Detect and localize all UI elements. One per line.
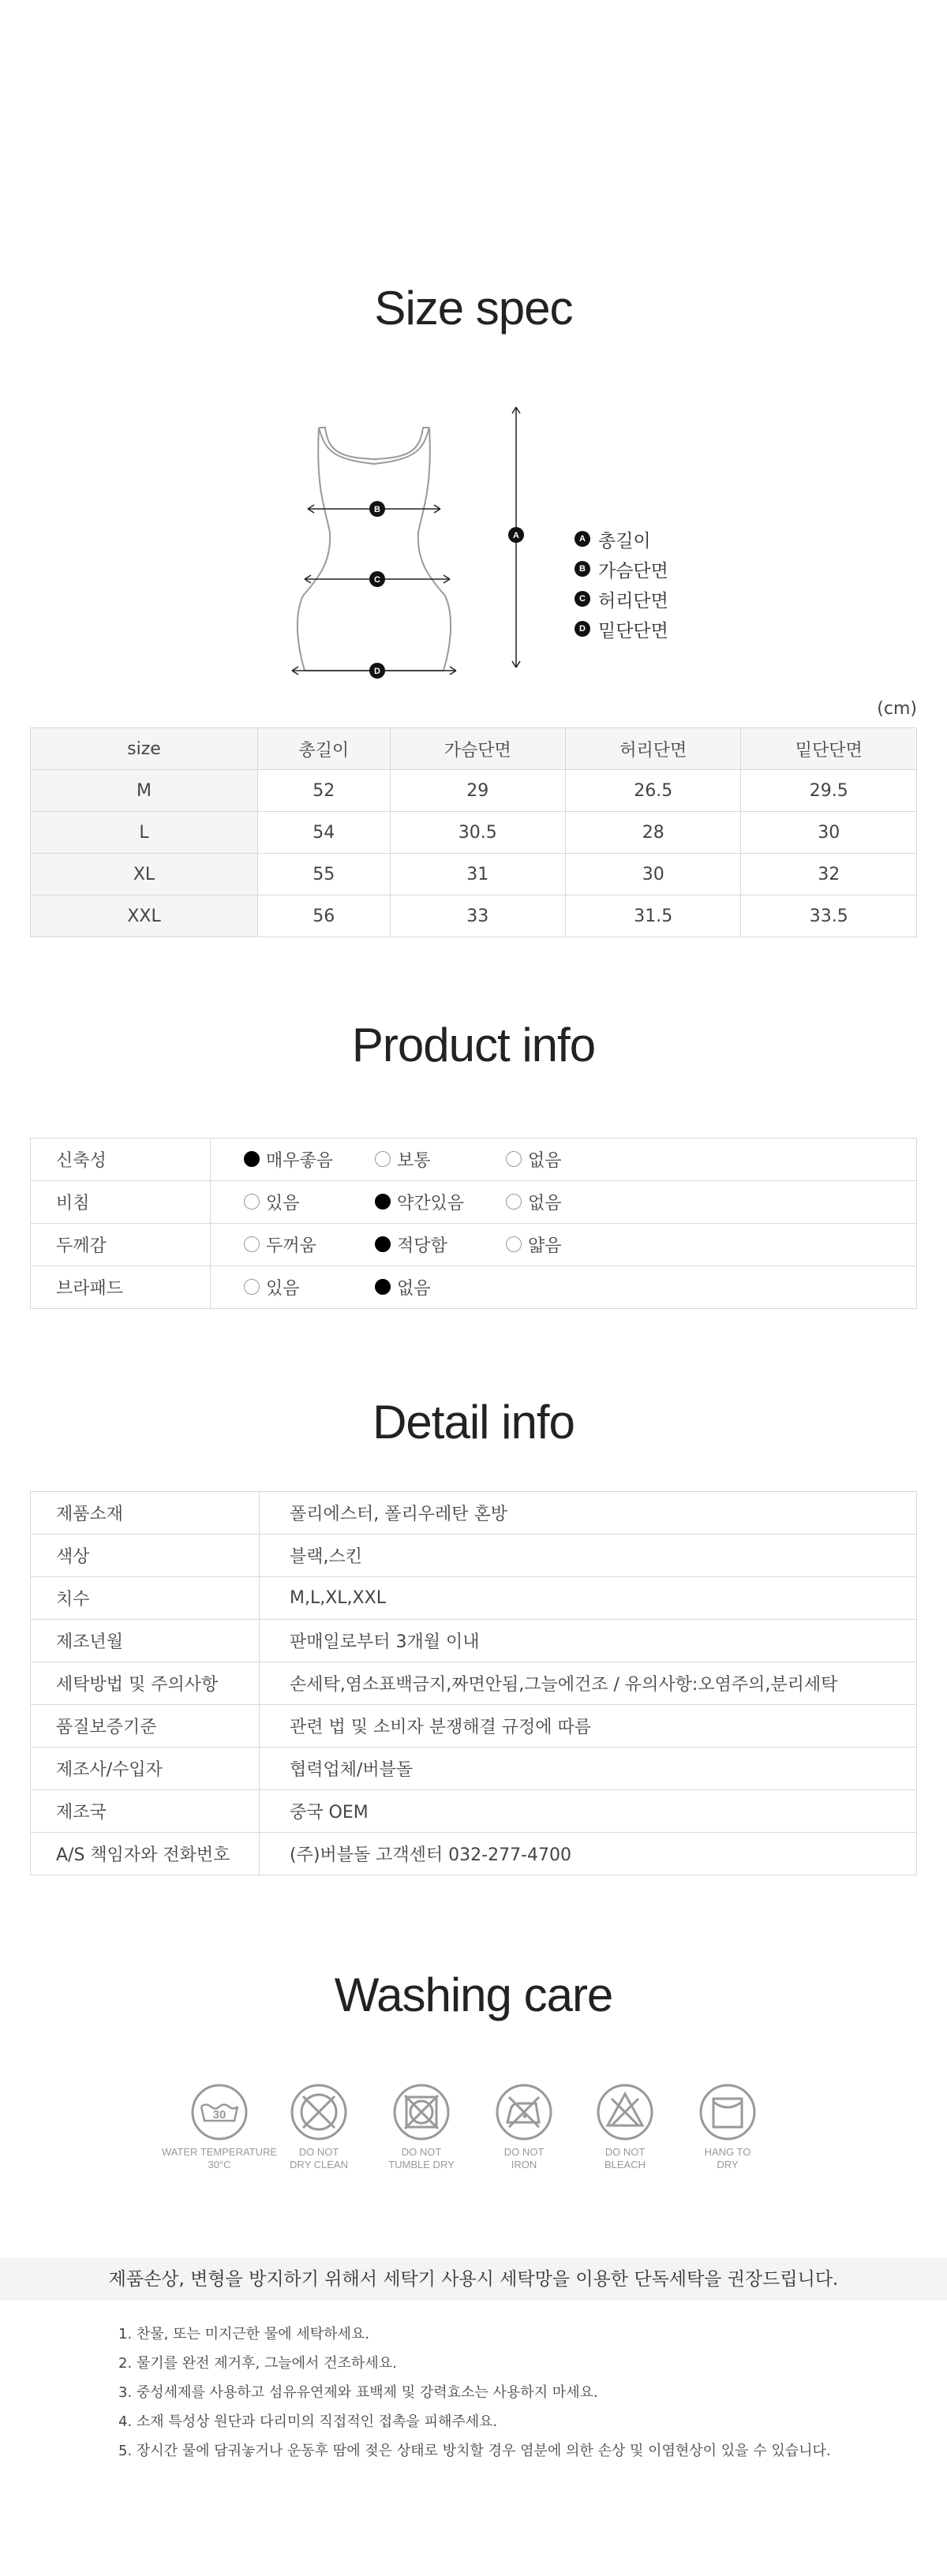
list-item: 1. 찬물, 또는 미지근한 물에 세탁하세요. <box>118 2326 370 2342</box>
table-header-cell: size <box>31 728 258 770</box>
radio-empty-icon <box>506 1236 522 1252</box>
water-temperature-icon <box>190 2083 249 2141</box>
legend-label: 허리단면 <box>598 590 668 611</box>
detail-label: 품질보증기준 <box>31 1705 260 1748</box>
radio-empty-icon <box>244 1194 260 1209</box>
size-cell: XXL <box>31 895 258 937</box>
table-cell: 30.5 <box>390 812 565 854</box>
care-caption-line: DRY CLEAN <box>290 2159 348 2170</box>
radio-option: 얇음 <box>506 1232 637 1257</box>
care-caption-line: DO NOT <box>503 2146 545 2158</box>
radio-filled-icon <box>375 1236 391 1252</box>
no-iron-icon <box>495 2083 553 2141</box>
info-label: 브라패드 <box>31 1266 211 1309</box>
detail-value: 중국 OEM <box>260 1790 917 1833</box>
size-cell: M <box>31 770 258 812</box>
marker-d: D <box>374 667 380 676</box>
table-cell: 26.5 <box>566 770 741 812</box>
table-cell: 54 <box>258 812 391 854</box>
radio-empty-icon <box>244 1279 260 1295</box>
table-cell: 31.5 <box>566 895 741 937</box>
table-header-cell: 밑단단면 <box>741 728 917 770</box>
no-dry-clean-icon <box>290 2083 348 2141</box>
table-header-cell: 총길이 <box>258 728 391 770</box>
table-row <box>31 812 917 854</box>
table-cell: 55 <box>258 854 391 895</box>
table-cell: 52 <box>258 770 391 812</box>
table-row <box>31 854 917 895</box>
washing-notes-list <box>118 2320 831 2466</box>
care-icon-row <box>0 2083 947 2178</box>
radio-option: 있음 <box>244 1190 375 1214</box>
detail-label: 제조국 <box>31 1790 260 1833</box>
table-row <box>31 895 917 937</box>
radio-option: 없음 <box>375 1275 506 1299</box>
care-caption-line: DO NOT <box>605 2146 646 2158</box>
hang-to-dry-icon <box>698 2083 757 2141</box>
legend-item-waist <box>575 584 668 614</box>
table-cell: 31 <box>390 854 565 895</box>
table-row <box>31 1620 917 1662</box>
legend-label: 총길이 <box>598 530 651 551</box>
table-cell: 33.5 <box>741 895 917 937</box>
no-tumble-dry-icon <box>392 2083 451 2141</box>
care-caption-line: DO NOT <box>298 2146 339 2158</box>
info-label: 비침 <box>31 1181 211 1224</box>
size-cell: XL <box>31 854 258 895</box>
radio-filled-icon <box>375 1279 391 1295</box>
care-caption-line: BLEACH <box>604 2159 646 2170</box>
radio-empty-icon <box>506 1151 522 1167</box>
table-cell: 29 <box>390 770 565 812</box>
radio-empty-icon <box>506 1194 522 1209</box>
info-row-thickness <box>31 1224 917 1266</box>
legend-item-length <box>575 524 668 554</box>
detail-value: 협력업체/버블돌 <box>260 1748 917 1790</box>
legend-item-hem <box>575 614 668 644</box>
table-header-cell: 가슴단면 <box>390 728 565 770</box>
product-info-table <box>30 1138 917 1309</box>
radio-option: 없음 <box>506 1147 637 1172</box>
table-row <box>31 770 917 812</box>
radio-empty-icon <box>375 1151 391 1167</box>
table-row <box>31 1833 917 1875</box>
radio-option: 두꺼움 <box>244 1232 375 1257</box>
legend-item-chest <box>575 554 668 584</box>
detail-label: 색상 <box>31 1535 260 1577</box>
table-cell: 28 <box>566 812 741 854</box>
care-caption-line: TUMBLE DRY <box>388 2159 455 2170</box>
radio-option: 적당함 <box>375 1232 506 1257</box>
detail-value: 블랙,스킨 <box>260 1535 917 1577</box>
table-row <box>31 1790 917 1833</box>
info-label: 신축성 <box>31 1138 211 1181</box>
table-cell: 30 <box>741 812 917 854</box>
size-table <box>30 727 917 937</box>
info-row-stretch <box>31 1138 917 1181</box>
marker-c: C <box>374 575 380 585</box>
list-item: 5. 장시간 물에 담궈놓거나 운동후 땀에 젖은 상태로 방치할 경우 염분에 의한 손상 및 이염현상이 있을 수 있습니다. <box>118 2443 831 2459</box>
radio-option: 보통 <box>375 1147 506 1172</box>
care-caption-line: DRY <box>717 2159 739 2170</box>
table-row <box>31 1748 917 1790</box>
info-label: 두께감 <box>31 1224 211 1266</box>
detail-value: 관련 법 및 소비자 분쟁해결 규정에 따름 <box>260 1705 917 1748</box>
list-item: 3. 중성세제를 사용하고 섬유유연제와 표백제 및 강력효소는 사용하지 마세요. <box>118 2384 598 2401</box>
table-header-cell: 허리단면 <box>566 728 741 770</box>
radio-empty-icon <box>244 1236 260 1252</box>
table-cell: 29.5 <box>741 770 917 812</box>
care-caption-line: IRON <box>511 2159 537 2170</box>
radio-option: 매우좋음 <box>244 1147 375 1172</box>
care-item-hang-dry <box>664 2083 791 2171</box>
badge-a: A <box>575 531 590 547</box>
measurement-legend <box>575 524 668 644</box>
care-caption-line: HANG TO <box>704 2146 751 2158</box>
detail-label: 제조년월 <box>31 1620 260 1662</box>
care-caption-line: DO NOT <box>401 2146 442 2158</box>
info-row-sheerness <box>31 1181 917 1224</box>
table-row <box>31 1705 917 1748</box>
unit-label: (cm) <box>877 699 917 719</box>
product-info-title: Product info <box>351 1019 596 1071</box>
detail-info-table <box>30 1491 917 1875</box>
size-cell: L <box>31 812 258 854</box>
detail-info-title: Detail info <box>372 1396 575 1449</box>
detail-value: 판매일로부터 3개월 이내 <box>260 1620 917 1662</box>
table-cell: 30 <box>566 854 741 895</box>
info-row-bra-pad <box>31 1266 917 1309</box>
detail-label: 제품소재 <box>31 1492 260 1535</box>
table-row <box>31 1492 917 1535</box>
detail-label: 제조사/수입자 <box>31 1748 260 1790</box>
badge-c: C <box>575 591 590 607</box>
badge-b: B <box>575 561 590 577</box>
table-row <box>31 1662 917 1705</box>
list-item: 4. 소재 특성상 원단과 다리미의 직접적인 접촉을 피해주세요. <box>118 2413 498 2430</box>
care-caption-line: 30°C <box>208 2159 231 2170</box>
table-cell: 32 <box>741 854 917 895</box>
detail-value: 손세탁,염소표백금지,짜면안됨,그늘에건조 / 유의사항:오염주의,분리세탁 <box>260 1662 917 1705</box>
radio-option: 없음 <box>506 1190 637 1214</box>
radio-filled-icon <box>244 1151 260 1167</box>
size-spec-title: Size spec <box>374 282 573 335</box>
detail-value: M,L,XL,XXL <box>260 1577 917 1620</box>
temperature-label: 30 <box>212 2108 226 2122</box>
radio-option: 약간있음 <box>375 1190 506 1214</box>
marker-a: A <box>513 531 519 540</box>
no-bleach-icon <box>596 2083 654 2141</box>
marker-b: B <box>374 505 380 514</box>
legend-label: 밑단단면 <box>598 620 668 641</box>
table-header-row <box>31 728 917 770</box>
detail-label: 치수 <box>31 1577 260 1620</box>
detail-value: 폴리에스터, 폴리우레탄 혼방 <box>260 1492 917 1535</box>
legend-label: 가슴단면 <box>598 560 668 581</box>
detail-label: 세탁방법 및 주의사항 <box>31 1662 260 1705</box>
table-row <box>31 1577 917 1620</box>
table-cell: 33 <box>390 895 565 937</box>
washing-notice: 제품손상, 변형을 방지하기 위해서 세탁기 사용시 세탁망을 이용한 단독세탁을 권장드립니다. <box>0 2258 947 2301</box>
table-row <box>31 1535 917 1577</box>
badge-d: D <box>575 621 590 637</box>
care-caption-line: WATER TEMPERATURE <box>161 2146 278 2158</box>
washing-care-title: Washing care <box>334 1968 613 2021</box>
radio-option: 있음 <box>244 1275 375 1299</box>
detail-value: (주)버블돌 고객센터 032-277-4700 <box>260 1833 917 1875</box>
radio-filled-icon <box>375 1194 391 1209</box>
table-cell: 56 <box>258 895 391 937</box>
detail-label: A/S 책임자와 전화번호 <box>31 1833 260 1875</box>
list-item: 2. 물기를 완전 제거후, 그늘에서 건조하세요. <box>118 2355 397 2372</box>
